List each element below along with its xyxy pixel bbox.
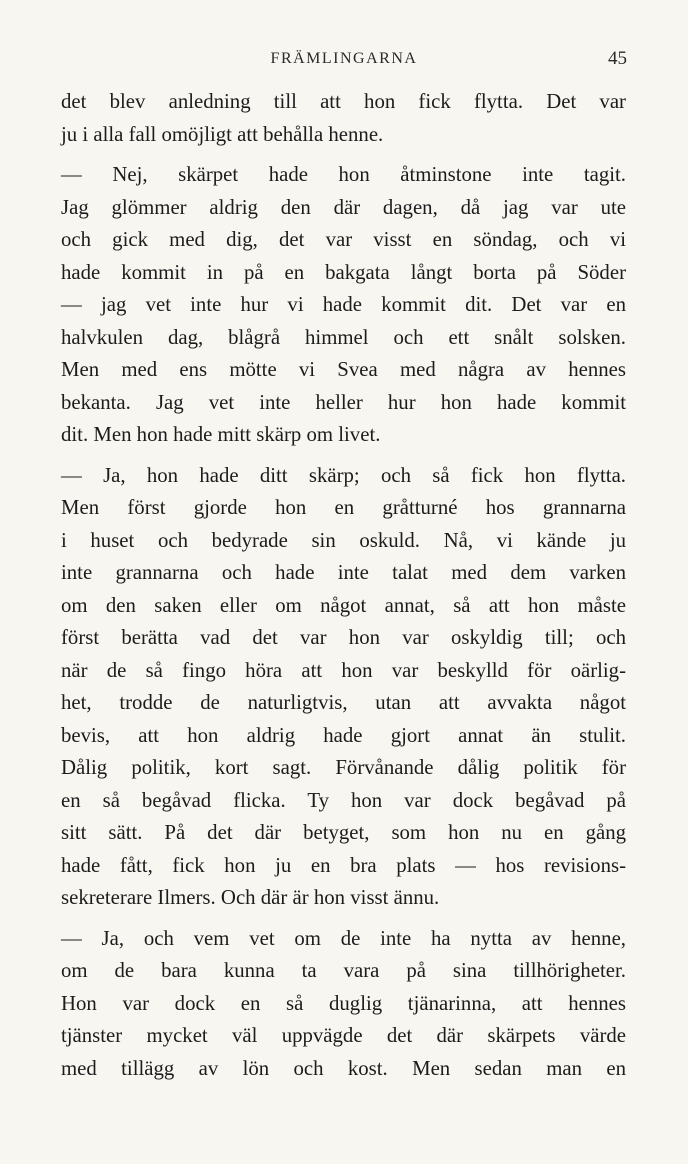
text-line: Hon var dock en så duglig tjänarinna, att hennes [61,991,626,1015]
text-line: en så begåvad flicka. Ty hon var dock begåvad på [61,788,626,812]
text-line: om de bara kunna ta vara på sina tillhörigheter. [61,959,626,982]
text-line: — Nej, skärpet hade hon åtminstone inte tagit. [61,163,626,186]
text-line: om den saken eller om något annat, så att hon måste [61,593,626,617]
body-text [61,86,626,1085]
text-line: — jag vet inte hur vi hade kommit dit. Det var en [61,293,626,316]
text-line: bekanta. Jag vet inte heller hur hon hade kommit [61,390,626,414]
paragraph-gap [61,151,626,159]
text-line: tjänster mycket väl uppvägde det där skärpets värde [61,1024,626,1047]
text-line: halvkulen dag, blågrå himmel och ett snålt solsken. [61,325,626,349]
text-line: Dålig politik, kort sagt. Förvånande dålig politik för [61,756,626,779]
text-line: med tillägg av lön och kost. Men sedan man en [61,1056,626,1080]
paragraph [61,159,626,452]
text-line: i huset och bedyrade sin oskuld. Nå, vi kände ju [61,528,626,552]
paragraph-gap [61,452,626,460]
text-line: när de så fingo höra att hon var beskylld för oärlig- [61,658,626,682]
text-line: hade fått, fick hon ju en bra plats — hos revisions- [61,853,626,877]
text-line: sitt sätt. På det där betyget, som hon nu en gång [61,821,626,844]
text-line: sekreterare Ilmers. Och där är hon visst ännu. [61,886,440,909]
paragraph [61,923,626,1086]
text-line: ju i alla fall omöjligt att behålla henne. [61,122,384,146]
text-line: Men med ens mötte vi Svea med några av hennes [61,358,626,381]
text-line: bevis, att hon aldrig hade gjort annat än stulit. [61,723,626,747]
text-line: dit. Men hon hade mitt skärp om livet. [61,423,381,446]
text-line: Jag glömmer aldrig den där dagen, då jag var ute [61,195,626,219]
text-line: inte grannarna och hade inte talat med dem varken [61,561,626,584]
text-line: först berätta vad det var hon var oskyldig till; och [61,626,626,649]
text-line: — Ja, och vem vet om de inte ha nytta av henne, [61,926,626,950]
page-number: 45 [608,48,627,69]
paragraph [61,86,626,151]
text-line: — Ja, hon hade ditt skärp; och så fick hon flytta. [61,463,626,487]
text-line: det blev anledning till att hon fick flytta. Det var [61,90,626,113]
paragraph-gap [61,915,626,923]
text-line: hade kommit in på en bakgata långt borta på Söder [61,260,626,284]
running-title: FRÄMLINGARNA [270,50,418,67]
text-line: och gick med dig, det var visst en söndag, och vi [61,228,626,251]
text-line: het, trodde de naturligtvis, utan att avvakta något [61,691,626,714]
text-line: Men först gjorde hon en gråtturné hos grannarna [61,496,626,519]
paragraph [61,460,626,915]
